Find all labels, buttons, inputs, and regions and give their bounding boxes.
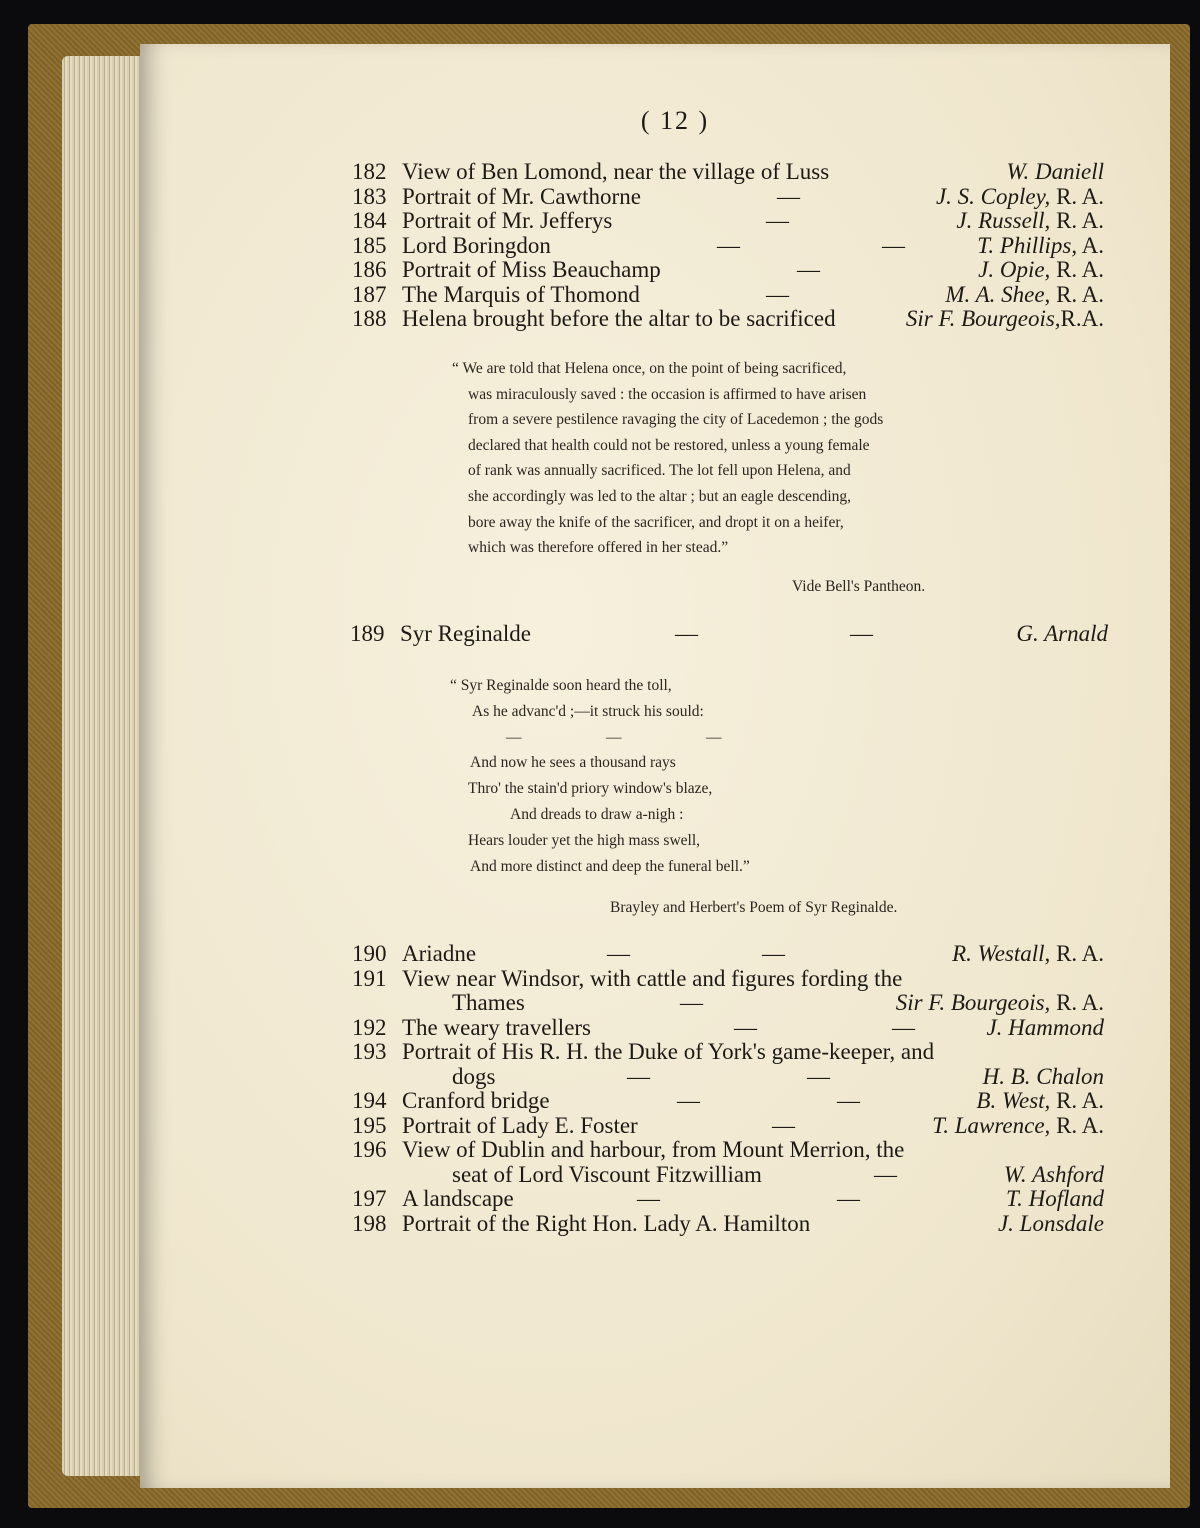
entry-dash: — xyxy=(766,208,789,233)
entry-number: 190 xyxy=(352,941,387,966)
entry-artist: T. Hofland xyxy=(1006,1186,1104,1211)
entry-title: Cranford bridge xyxy=(402,1088,550,1113)
entry-artist: M. A. Shee, R. A. xyxy=(945,281,1104,307)
catalogue-entry xyxy=(352,234,1104,259)
catalogue-entry xyxy=(352,1089,1104,1114)
entry-title: The weary travellers xyxy=(402,1014,592,1040)
entry-number: 191 xyxy=(352,965,387,991)
catalogue-entry xyxy=(352,283,1104,308)
entry-number: 188 xyxy=(352,306,387,331)
entry-number: 183 xyxy=(352,183,387,209)
entry-dash: — xyxy=(850,621,873,646)
entry-number: 189 xyxy=(350,621,385,646)
entry-artist: J. Russell, R. A. xyxy=(956,208,1104,233)
entry-dash: — xyxy=(837,1186,860,1211)
catalogue-entry xyxy=(352,1212,1104,1237)
entry-title: Portrait of Mr. Jefferys xyxy=(402,208,613,233)
entry-dash: — xyxy=(680,990,703,1015)
page-number: ( 12 ) xyxy=(640,106,710,135)
entry-title: The Marquis of Thomond xyxy=(402,281,640,307)
entry-dash: — xyxy=(607,941,630,966)
entry-dash: — xyxy=(677,1088,700,1113)
entry-artist: W. Ashford xyxy=(1003,1161,1104,1187)
quote-line: was miraculously saved : the occasion is affirmed to have arisen xyxy=(468,385,867,403)
verse-line: Hears louder yet the high mass swell, xyxy=(468,832,701,849)
entry-number: 185 xyxy=(352,232,387,258)
entry-dash: — xyxy=(777,183,800,209)
catalogue-entry xyxy=(352,1016,1104,1041)
entry-dash: — xyxy=(797,257,820,282)
entry-title: Ariadne xyxy=(402,941,477,966)
entry-title: View of Ben Lomond, near the village of Luss xyxy=(402,159,830,184)
catalogue-entry xyxy=(352,942,1104,967)
entry-artist: B. West, R. A. xyxy=(976,1088,1104,1113)
entry-number: 182 xyxy=(352,159,387,184)
catalogue-entry xyxy=(350,621,1108,647)
helena-attribution: Vide Bell's Pantheon. xyxy=(792,578,926,595)
catalogue-entry xyxy=(352,1138,1104,1163)
entry-title: Portrait of Miss Beauchamp xyxy=(402,257,661,282)
entry-dash: — xyxy=(892,1014,915,1040)
entry-artist: H. B. Chalon xyxy=(982,1063,1104,1089)
quote-line: bore away the knife of the sacrificer, and dropt it on a heifer, xyxy=(468,513,844,531)
helena-quotation xyxy=(452,356,883,561)
catalogue-entry xyxy=(352,258,1104,283)
entry-title: View near Windsor, with cattle and figures fording the xyxy=(402,965,903,991)
entry-number: 197 xyxy=(352,1186,387,1211)
entry-continuation xyxy=(352,991,1104,1016)
entry-continuation xyxy=(352,1163,1104,1188)
entry-artist: J. Hammond xyxy=(986,1014,1104,1040)
verse-separator: — — — xyxy=(506,729,722,746)
catalogue-entry xyxy=(352,307,1104,332)
entry-title-continued: dogs xyxy=(452,1063,496,1089)
entries-top xyxy=(352,160,1104,332)
entry-dash: — xyxy=(717,232,740,258)
catalogue-entry xyxy=(352,1187,1104,1212)
entry-title-continued: Thames xyxy=(452,990,525,1015)
verse-line: “ Syr Reginalde soon heard the toll, xyxy=(450,677,672,694)
entry-artist: J. Opie, R. A. xyxy=(978,257,1104,282)
catalogue-entry xyxy=(352,967,1104,992)
entry-artist: Sir F. Bourgeois,R.A. xyxy=(905,306,1104,331)
quote-line: which was therefore offered in her stead.” xyxy=(468,539,729,557)
entry-dash: — xyxy=(734,1014,757,1040)
entry-artist: T. Phillips, A. xyxy=(977,232,1104,258)
entry-number: 193 xyxy=(352,1039,387,1064)
entry-number: 196 xyxy=(352,1137,387,1162)
catalogue-entry xyxy=(352,1040,1104,1065)
entry-dash: — xyxy=(837,1088,860,1113)
entry-artist: T. Lawrence, R. A. xyxy=(932,1112,1104,1138)
entry-artist: J. Lonsdale xyxy=(997,1210,1104,1236)
entry-title: View of Dublin and harbour, from Mount Merrion, the xyxy=(402,1137,905,1162)
entry-dash: — xyxy=(807,1063,830,1089)
entry-title: Syr Reginalde xyxy=(400,621,531,646)
quote-line: of rank was annually sacrificed. The lot fell upon Helena, and xyxy=(468,462,851,480)
entry-title: A landscape xyxy=(402,1186,514,1211)
entry-artist: W. Daniell xyxy=(1006,159,1104,184)
entry-dash: — xyxy=(766,281,789,307)
entry-title: Portrait of Lady E. Foster xyxy=(402,1112,638,1138)
entry-number: 186 xyxy=(352,257,387,282)
entry-continuation xyxy=(352,1065,1104,1090)
entry-artist: Sir F. Bourgeois, R. A. xyxy=(895,990,1104,1015)
verse-line: And more distinct and deep the funeral bell.” xyxy=(470,858,750,875)
verse-line: And now he sees a thousand rays xyxy=(470,754,676,771)
entry-artist: R. Westall, R. A. xyxy=(952,941,1104,966)
entry-title: Portrait of the Right Hon. Lady A. Hamilton xyxy=(402,1210,811,1236)
entry-dash: — xyxy=(882,232,905,258)
quote-line: “ We are told that Helena once, on the point of being sacrificed, xyxy=(452,360,847,377)
verse-line: Thro' the stain'd priory window's blaze, xyxy=(468,780,713,797)
catalogue-entry xyxy=(352,185,1104,210)
entry-artist: G. Arnald xyxy=(1016,621,1108,646)
entry-title-continued: seat of Lord Viscount Fitzwilliam xyxy=(452,1161,762,1187)
entry-number: 198 xyxy=(352,1210,387,1236)
quote-line: from a severe pestilence ravaging the city of Lacedemon ; the gods xyxy=(468,411,884,429)
entry-artist: J. S. Copley, R. A. xyxy=(935,183,1104,209)
entry-189 xyxy=(350,621,1108,647)
catalogue-entry xyxy=(352,160,1104,185)
entry-number: 184 xyxy=(352,208,387,233)
entry-dash: — xyxy=(762,941,785,966)
catalogue-entry xyxy=(352,209,1104,234)
entry-dash: — xyxy=(874,1161,897,1187)
quote-line: she accordingly was led to the altar ; but an eagle descending, xyxy=(468,487,852,505)
entry-number: 194 xyxy=(352,1088,387,1113)
entry-number: 187 xyxy=(352,281,387,307)
catalogue-page xyxy=(140,44,1170,1488)
entry-number: 195 xyxy=(352,1112,387,1138)
quote-line: declared that health could not be restored, unless a young female xyxy=(468,436,870,454)
entry-title: Portrait of His R. H. the Duke of York's game-keeper, and xyxy=(402,1039,935,1064)
entry-dash: — xyxy=(637,1186,660,1211)
entry-title: Helena brought before the altar to be sacrificed xyxy=(402,306,836,331)
entry-dash: — xyxy=(627,1063,650,1089)
entries-bottom xyxy=(352,942,1104,1236)
entry-dash: — xyxy=(675,621,698,646)
entry-dash: — xyxy=(772,1112,795,1138)
reginalde-attribution: Brayley and Herbert's Poem of Syr Reginalde. xyxy=(610,899,898,916)
entry-title: Lord Boringdon xyxy=(402,232,551,258)
entry-title: Portrait of Mr. Cawthorne xyxy=(402,183,641,209)
reginalde-verse xyxy=(450,673,750,880)
catalogue-entry xyxy=(352,1114,1104,1139)
entry-number: 192 xyxy=(352,1014,387,1040)
verse-line: And dreads to draw a-nigh : xyxy=(510,806,684,823)
verse-line: As he advanc'd ;—it struck his sould: xyxy=(472,703,704,720)
